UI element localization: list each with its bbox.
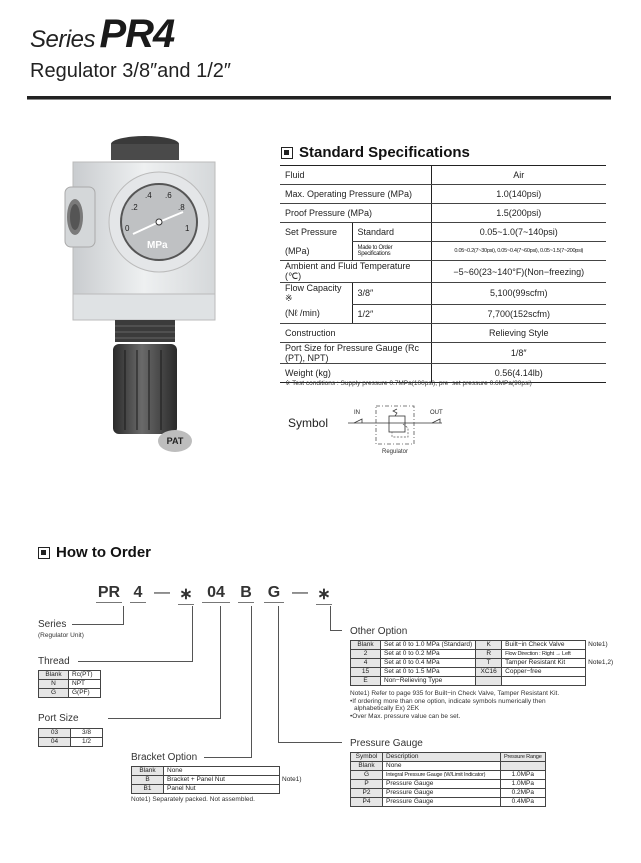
table-row: 4 Set at 0 to 0.4 MPa T Tamper Resistant Kit Note1,2): [351, 659, 617, 668]
svg-text:MPa: MPa: [147, 240, 168, 251]
connector-line: [108, 718, 221, 719]
bracket-option-label: Bracket Option: [131, 752, 198, 763]
spec-row: Port Size for Pressure Gauge (Rc (PT), NPT) 1/8″: [280, 342, 606, 363]
spec-section-title: Standard Specifications: [281, 144, 470, 161]
table-row: G Integral Pressure Gauge (W/Limit Indicator) 1.0MPa: [351, 771, 546, 780]
test-conditions-note: ※ Test conditions : Supply pressure 0.7MPa(100psi), pre−set pressure 0.6MPa(90psi): [285, 380, 532, 387]
table-row: P4 Pressure Gauge 0.4MPa: [351, 798, 546, 807]
other-option-table: [350, 640, 617, 686]
bracket-note: Note1) Separately packed. Not assembled.: [131, 796, 255, 803]
gauge-tick-0: 0: [125, 224, 130, 233]
spec-row: Max. Operating Pressure (MPa) 1.0(140psi): [280, 185, 606, 204]
code-bracket: B: [238, 584, 254, 603]
table-row: 15 Set at 0 to 1.5 MPa XC16 Copper−free: [351, 668, 617, 677]
code-dash: —: [292, 584, 308, 601]
connector-line: [123, 606, 124, 624]
patent-badge: PAT: [158, 430, 192, 452]
series-sublabel: (Regulator Unit): [38, 632, 84, 639]
connector-line: [251, 606, 252, 758]
spec-row: Proof Pressure (MPa) 1.5(200psi): [280, 204, 606, 223]
connector-line: [278, 742, 342, 743]
spec-row: (Nℓ /min) 1/2″ 7,700(152scfm): [280, 304, 606, 323]
table-row: N NPT: [39, 680, 101, 689]
symbol-in: IN: [354, 410, 360, 416]
page-subtitle: Regulator 3/8″and 1/2″: [30, 60, 231, 82]
connector-line: [204, 757, 252, 758]
port-size-label: Port Size: [38, 713, 79, 724]
table-row: 04 1/2: [39, 738, 103, 747]
thread-table: [38, 670, 101, 698]
code-port-size: 04: [202, 584, 230, 603]
thread-label: Thread: [38, 656, 70, 667]
svg-text:.6: .6: [165, 191, 172, 200]
table-row: P2 Pressure Gauge 0.2MPa: [351, 789, 546, 798]
connector-line: [220, 606, 221, 719]
other-option-label: Other Option: [350, 626, 408, 637]
series-word: Series: [30, 26, 96, 53]
port-size-table: [38, 728, 103, 747]
other-option-notes: Note1) Refer to page 935 for Built−in Check Valve, Tamper Resistant Kit. •If ordering more than one option, indicate symbols numerically then alphabetically Ex) 2EK •Over Max. pressure value can be set.: [350, 690, 560, 720]
code-series: PR: [97, 584, 121, 601]
connector-line: [192, 606, 193, 662]
regulator-symbol-icon: [340, 402, 450, 450]
spec-row: Weight (kg) 0.56(4.14lb): [280, 363, 606, 382]
spec-row: Fluid Air: [280, 166, 606, 185]
connector-line: [78, 661, 193, 662]
spec-row: Set Pressure Standard 0.05~1.0(7~140psi): [280, 223, 606, 242]
spec-row: Flow Capacity ※ 3/8″ 5,100(99scfm): [280, 283, 606, 305]
order-code: [96, 584, 366, 608]
table-row: Blank Rc(PT): [39, 671, 101, 680]
code-other-option: ∗: [317, 586, 331, 603]
table-row: Blank Set at 0 to 1.0 MPa (Standard) K Built−in Check Valve Note1): [351, 641, 617, 650]
pressure-gauge-table: [350, 752, 546, 807]
pressure-gauge-label: Pressure Gauge: [350, 738, 423, 749]
table-row: Blank None: [132, 767, 306, 776]
connector-line: [330, 606, 331, 631]
section-square-icon: [38, 547, 50, 559]
table-row: G G(PF): [39, 689, 101, 698]
symbol-label: Symbol: [288, 416, 329, 430]
code-gauge: G: [264, 584, 284, 603]
section-square-icon: [281, 147, 293, 159]
svg-text:.8: .8: [178, 203, 185, 212]
code-dash: —: [154, 584, 170, 601]
table-row: 2 Set at 0 to 0.2 MPa R Flow Direction : Right → Left: [351, 650, 617, 659]
connector-line: [72, 624, 124, 625]
table-row: 03 3/8: [39, 729, 103, 738]
code-thread: ∗: [179, 586, 193, 603]
table-row: B1 Panel Nut: [132, 785, 306, 794]
connector-line: [278, 606, 279, 743]
order-section-title: How to Order: [38, 544, 151, 561]
page-title: [30, 12, 174, 57]
header-divider: [27, 96, 611, 100]
table-row: Blank None: [351, 762, 546, 771]
table-row: B Bracket + Panel Nut Note1): [132, 776, 306, 785]
spec-row: Ambient and Fluid Temperature (℃) −5~60(23~140°F)(Non−freezing): [280, 261, 606, 283]
spec-row: Construction Relieving Style: [280, 323, 606, 342]
bracket-option-table: [131, 766, 306, 794]
spec-row: (MPa) Made to Order Specifications 0.05~0.2(7~30psi), 0.05~0.4(7~60psi), 0.05~1.5(7~200psi): [280, 242, 606, 261]
table-row: E Non−Relieving Type: [351, 677, 617, 686]
symbol-out: OUT: [430, 410, 443, 416]
symbol-caption: Regulator: [382, 449, 409, 455]
series-label: Series: [38, 619, 67, 630]
svg-text:.4: .4: [145, 191, 152, 200]
code-size: 4: [130, 584, 146, 603]
product-image: [55, 132, 235, 452]
table-row: P Pressure Gauge 1.0MPa: [351, 780, 546, 789]
svg-text:.2: .2: [131, 203, 138, 212]
table-header-row: Symbol Description Pressure Range: [351, 753, 546, 762]
model-name: PR4: [99, 12, 175, 56]
svg-text:1: 1: [185, 224, 190, 233]
spec-table: [280, 165, 606, 383]
connector-line: [330, 630, 342, 631]
